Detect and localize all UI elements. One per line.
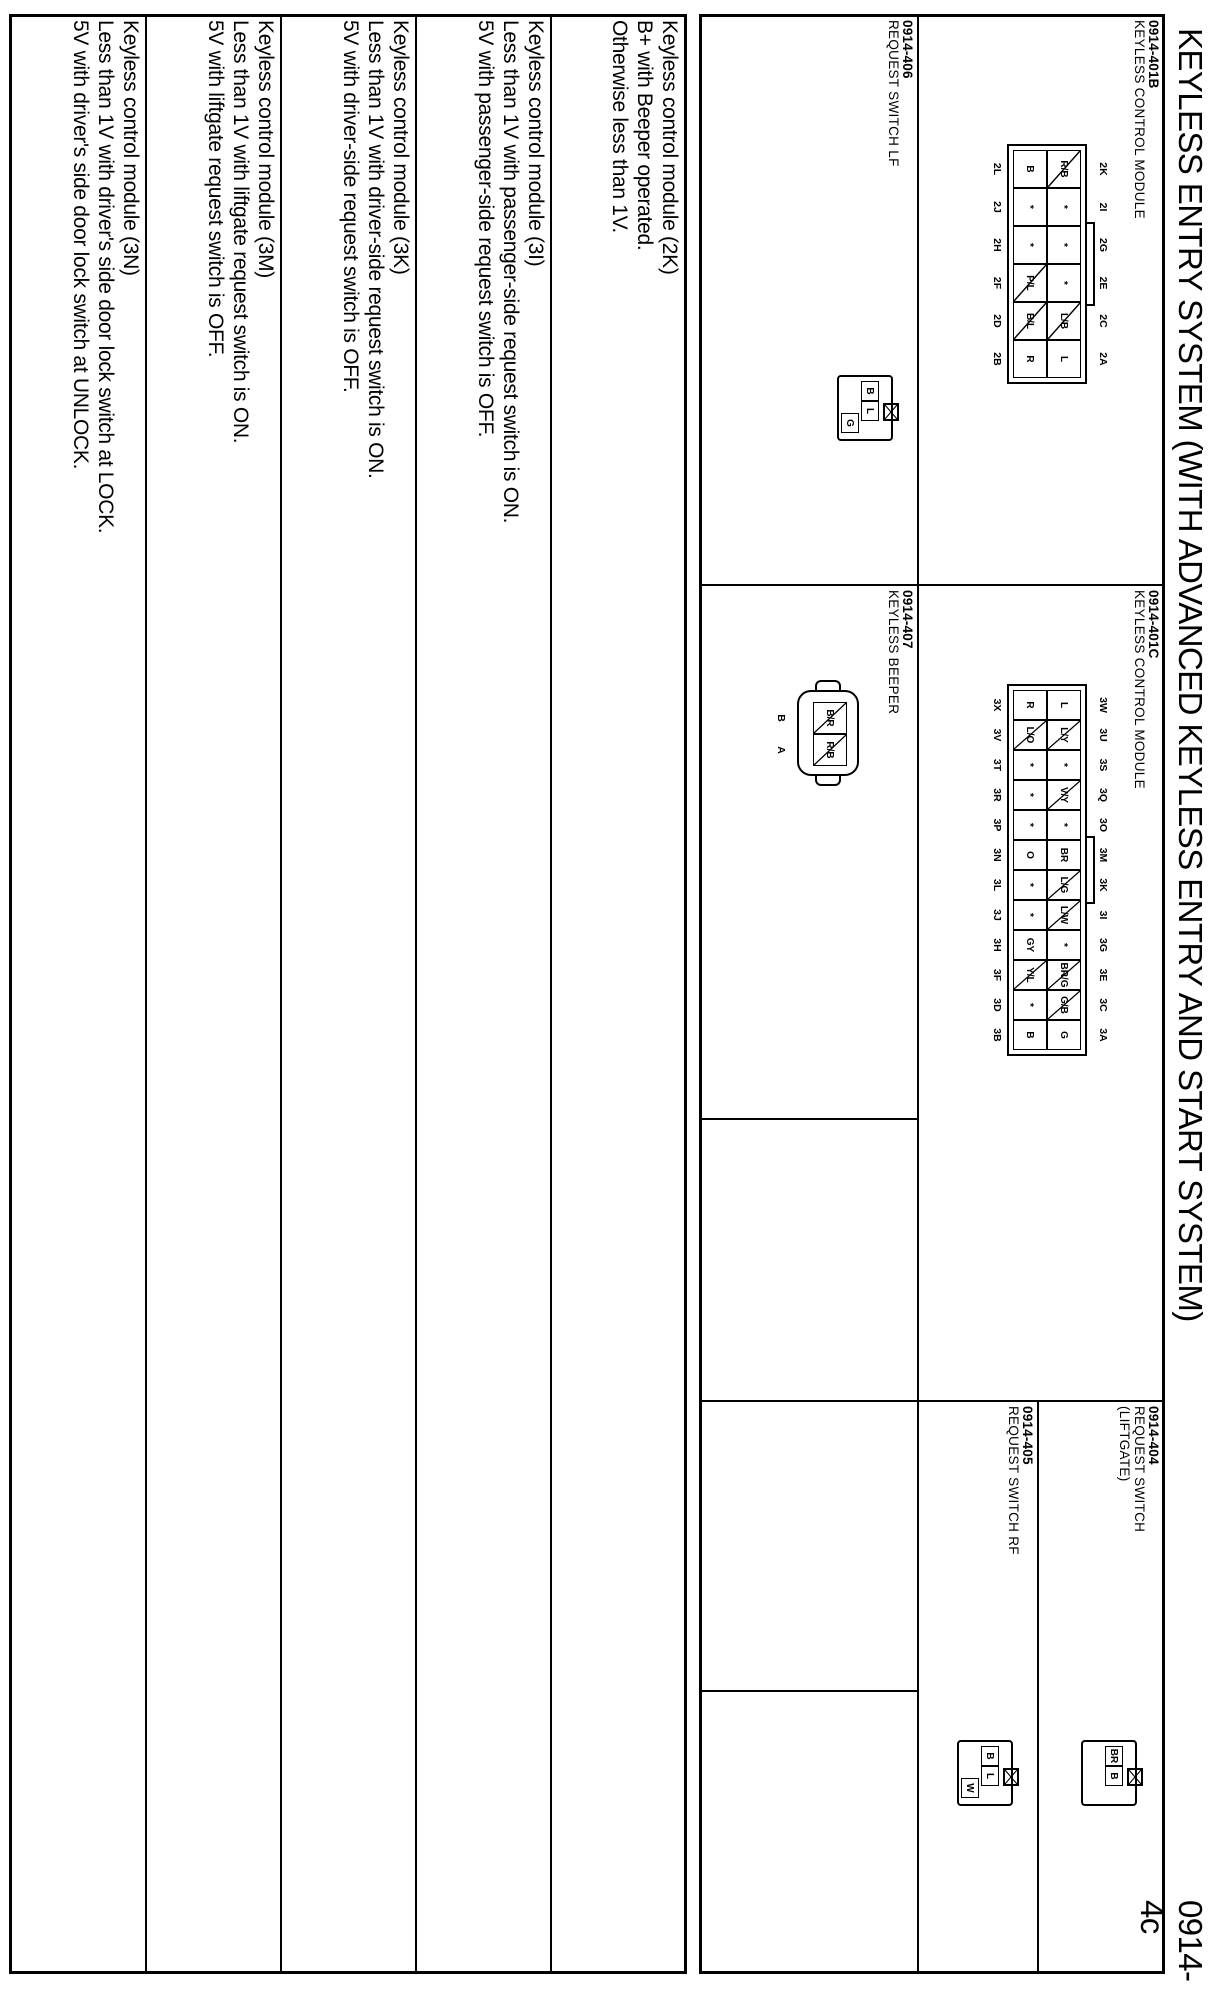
document-title: KEYLESS ENTRY SYSTEM (WITH ADVANCED KEYLESS ENTRY AND START SYSTEM): [1172, 28, 1209, 1322]
row-heading: Keyless control module (3K): [389, 20, 412, 275]
grid-line: [699, 584, 1165, 586]
pin-number: 3E: [1097, 968, 1109, 982]
pin-cell: O: [1013, 840, 1047, 870]
pin-cell: R: [1013, 690, 1047, 720]
pin-cell: BR: [1047, 840, 1081, 870]
pin-cell: B/L: [1013, 302, 1047, 340]
row-line: B+ with Beeper operated.: [633, 20, 656, 251]
grid-line: [917, 1400, 919, 1974]
grid-line: [280, 14, 282, 1974]
pin-cell: R/B: [813, 734, 847, 766]
pin-cell: L: [1047, 340, 1081, 378]
pin-cell: *: [1047, 930, 1081, 960]
row-line: Less than 1V with passenger-side request switch is ON.: [499, 20, 522, 524]
pin-cell: *: [1047, 264, 1081, 302]
pin-cell: L/W: [1047, 900, 1081, 930]
pin-cell: *: [1013, 990, 1047, 1020]
pin-number: 3N: [991, 848, 1003, 862]
pin-number: 3D: [991, 998, 1003, 1012]
pin-number: 3J: [991, 909, 1003, 921]
pin-number: 3I: [1097, 910, 1109, 920]
connector-code: 0914-407: [900, 590, 915, 649]
pin-cell: *: [1013, 188, 1047, 226]
connector-lock: [1003, 1768, 1019, 1786]
row-line: 5V with driver's side door lock switch at UNLOCK.: [69, 20, 92, 470]
pin-cell: B: [1105, 1766, 1123, 1786]
connector-lock-tab: [1085, 222, 1095, 306]
pin-cell: L: [981, 1766, 999, 1786]
pin-number: 3C: [1097, 998, 1109, 1012]
connector-name: KEYLESS CONTROL MODULE: [1132, 20, 1147, 219]
grid-line: [917, 14, 919, 584]
pin-number: 3B: [991, 1028, 1003, 1042]
pin-cell: B: [981, 1746, 999, 1766]
pin-number: 3V: [991, 728, 1003, 742]
pin-number: 2J: [991, 201, 1003, 213]
pin-cell: G/B: [1047, 990, 1081, 1020]
connector-name: REQUEST SWITCH LF: [886, 20, 901, 167]
pin-number: 3T: [991, 758, 1003, 772]
connector-latch: [815, 774, 841, 786]
pin-number: 3A: [1097, 1028, 1109, 1042]
pin-cell: B: [1013, 150, 1047, 188]
connector-lock: [883, 403, 899, 421]
pin-cell: B/R: [813, 702, 847, 734]
row-heading: Keyless control module (3N): [119, 20, 142, 276]
grid-line: [550, 14, 552, 1974]
pin-number: 2L: [991, 162, 1003, 176]
grid-line: [145, 14, 147, 1974]
pin-grid: [1013, 150, 1081, 378]
connector-name: REQUEST SWITCH (LIFTGATE): [1117, 1406, 1147, 1533]
row-line: 5V with driver-side request switch is OFF.: [339, 20, 362, 393]
connector-code: 0914-404: [1146, 1406, 1161, 1465]
pin-number: 3K: [1097, 878, 1109, 892]
pin-number: 2D: [991, 314, 1003, 328]
row-heading: Keyless control module (3I): [524, 20, 547, 267]
pin-cell: *: [1047, 810, 1081, 840]
pin-number: 3U: [1097, 728, 1109, 742]
connector-code: 0914-405: [1020, 1406, 1035, 1465]
pin-cell: *: [1013, 810, 1047, 840]
pin-cell: L/G: [1047, 870, 1081, 900]
pin-cell: *: [1047, 188, 1081, 226]
connector-diagram: [819, 375, 899, 455]
pin-cell: *: [1013, 750, 1047, 780]
pin-cell: Y/L: [1013, 960, 1047, 990]
pin-cell: BR: [1105, 1746, 1123, 1766]
connector-lock-tab: [1085, 836, 1095, 904]
pin-cell: BR/G: [1047, 960, 1081, 990]
grid-line: [917, 584, 919, 1400]
connector-name: KEYLESS CONTROL MODULE: [1132, 590, 1147, 789]
pin-number: 2I: [1097, 202, 1109, 212]
grid-line: [699, 1118, 919, 1120]
pin-cell: *: [1047, 226, 1081, 264]
pin-number: 2G: [1097, 237, 1109, 252]
pin-number: 3G: [1097, 937, 1109, 952]
pin-cell: G: [841, 413, 859, 433]
pin-cell: R: [1013, 340, 1047, 378]
pin-number: 3L: [991, 878, 1003, 892]
row-heading: Keyless control module (3M): [254, 20, 277, 278]
pin-cell: G: [1047, 1020, 1081, 1050]
row-line: Less than 1V with driver-side request switch is ON.: [364, 20, 387, 479]
pin-cell: L: [1047, 690, 1081, 720]
pin-grid: [1013, 690, 1081, 1050]
grid-line: [699, 1690, 919, 1692]
pin-cell: R/B: [1047, 150, 1081, 188]
pin-number: 2E: [1097, 276, 1109, 290]
pin-cell: L/O: [1013, 720, 1047, 750]
pin-cell: *: [1013, 226, 1047, 264]
pin-number: 3X: [991, 698, 1003, 712]
pin-number: 2C: [1097, 314, 1109, 328]
connector-diagram: [737, 680, 867, 840]
connector-name: KEYLESS BEEPER: [886, 590, 901, 715]
connector-diagram: [939, 690, 1109, 1190]
grid-line: [699, 1400, 1165, 1402]
pin-cell: *: [1013, 870, 1047, 900]
connector-code: 0914-406: [900, 20, 915, 79]
pin-number: 3R: [991, 788, 1003, 802]
pin-cell: B: [1013, 1020, 1047, 1050]
pin-cell: *: [1013, 900, 1047, 930]
pin-number: 3Q: [1097, 787, 1109, 802]
connector-diagram: [939, 1740, 1019, 1820]
connector-diagram: [1063, 1740, 1143, 1820]
connector-diagram: [939, 150, 1109, 460]
grid-line: [415, 14, 417, 1974]
connector-latch: [815, 680, 841, 692]
pin-number: 3P: [991, 818, 1003, 832]
pin-number: 3M: [1097, 847, 1109, 863]
connector-code: 0914-401C: [1146, 590, 1161, 659]
pin-cell: *: [1013, 780, 1047, 810]
pin-cell: *: [1047, 750, 1081, 780]
pin-cell: L: [861, 401, 879, 421]
page-id: 0914-4c: [1134, 1900, 1209, 1982]
row-line: 5V with passenger-side request switch is OFF.: [474, 20, 497, 438]
pin-cell: L/Y: [1047, 720, 1081, 750]
pin-number: 3F: [991, 968, 1003, 982]
pin-number: 3S: [1097, 758, 1109, 772]
pin-number: 2B: [991, 352, 1003, 366]
pin-number: 2F: [991, 276, 1003, 290]
pin-number: 2H: [991, 238, 1003, 252]
pin-cell: P/L: [1013, 264, 1047, 302]
pin-cell: L/B: [1047, 302, 1081, 340]
connector-name: REQUEST SWITCH RF: [1006, 1406, 1021, 1555]
pin-cell: W: [961, 1778, 979, 1798]
grid-line: [1037, 1400, 1039, 1974]
pin-cell: V/Y: [1047, 780, 1081, 810]
pin-cell: B: [861, 381, 879, 401]
row-line: Otherwise less than 1V.: [608, 20, 631, 233]
pin-number: 3O: [1097, 817, 1109, 832]
pin-number: 2K: [1097, 162, 1109, 176]
pin-number: 2A: [1097, 352, 1109, 366]
pin-label: A: [775, 746, 787, 754]
pin-number: 3W: [1097, 697, 1109, 713]
row-line: Less than 1V with driver's side door lock switch at LOCK.: [94, 20, 117, 534]
pin-label: B: [775, 714, 787, 722]
connector-code: 0914-401B: [1146, 20, 1161, 89]
pin-cell: GY: [1013, 930, 1047, 960]
row-line: Less than 1V with liftgate request switch is ON.: [229, 20, 252, 444]
pin-number: 3H: [991, 938, 1003, 952]
row-heading: Keyless control module (2K): [658, 20, 681, 275]
row-line: 5V with liftgate request switch is OFF.: [204, 20, 227, 358]
connector-lock: [1127, 1768, 1143, 1786]
